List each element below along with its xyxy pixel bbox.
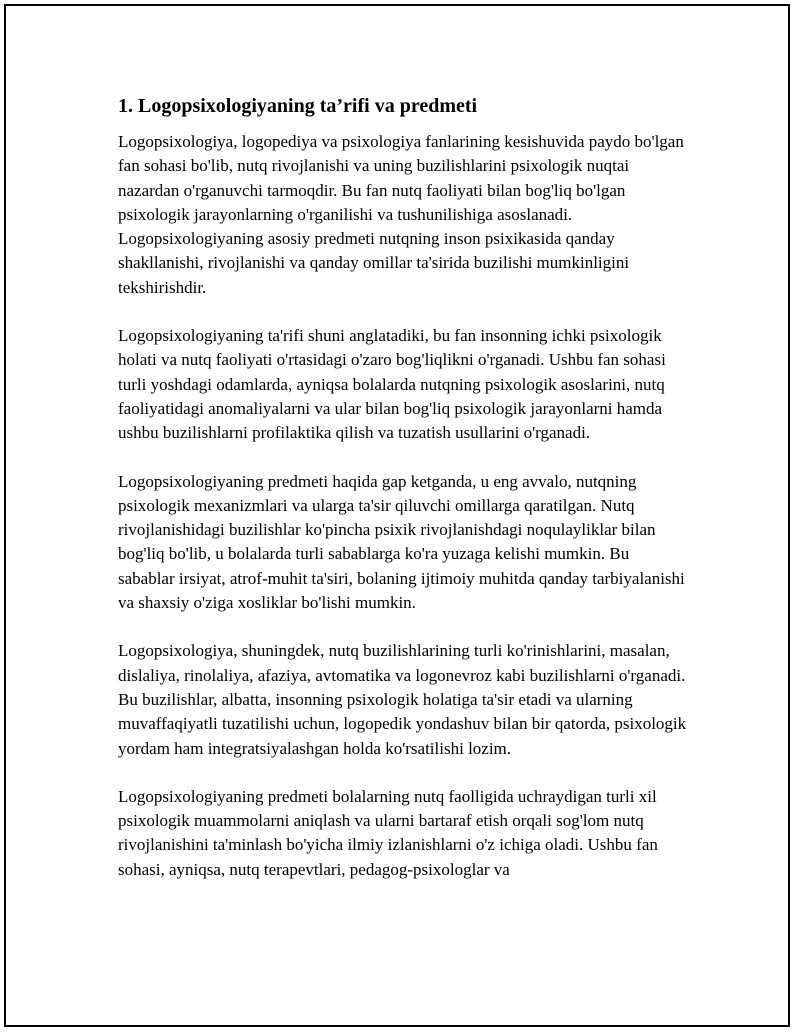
section-heading: 1. Logopsixologiyaning ta’rifi va predmeti <box>118 95 478 117</box>
paragraph-2: Logopsixologiyaning ta'rifi shuni anglatadiki, bu fan insonning ichki psixologik holati va nutq faoliyati o'rtasidagi o'zaro bog'liqlikni o'rganadi. Ushbu fan sohasi turli yoshdagi odamlarda, ayniqsa bolalarda nutqning psixologik asoslarini, nutq faoliyatidagi anomaliyalarni va ular bilan bog'liq psixologik jarayonlarni hamda ushbu buzilishlarni profilaktika qilish va tuzatish usullarini o'rganadi. <box>118 326 666 443</box>
paragraph-4: Logopsixologiya, shuningdek, nutq buzilishlarining turli ko'rinishlarini, masalan, dislaliya, rinolaliya, afaziya, avtomatika va logonevroz kabi buzilishlarni o'rganadi. Bu buzilishlar, albatta, insonning psixologik holatiga ta'sir etadi va ularning muvaffaqiyatli tuzatilishi uchun, logopedik yondashuv bilan bir qatorda, psixologik yordam ham integratsiyalashgan holda ko'rsatilishi lozim. <box>118 641 687 758</box>
document-body <box>118 92 690 906</box>
paragraph-5: Logopsixologiyaning predmeti bolalarning nutq faolligida uchraydigan turli xil psixologik muammolarni aniqlash va ularni bartaraf etish orqali sog'lom nutq rivojlanishini ta'minlash bo'yicha ilmiy izlanishlarni o'z ichiga oladi. Ushbu fan sohasi, ayniqsa, nutq terapevtlari, pedagog-psixologlar va <box>118 786 658 879</box>
paragraph-1: Logopsixologiya, logopediya va psixologiya fanlarining kesishuvida paydo bo'lgan fan sohasi bo'lib, nutq rivojlanishi va uning buzilishlarini psixologik nuqtai nazardan o'rganuvchi tarmoqdir. Bu fan nutq faoliyati bilan bog'liq bo'lgan psixologik jarayonlarning o'rganilishi va tushunilishiga asoslanadi. Logopsixologiyaning asosiy predmeti nutqning inson psixikasida qanday shakllanishi, rivojlanishi va qanday omillar ta'sirida buzilishi mumkinligini tekshirishdir. <box>118 132 684 297</box>
paragraph-3: Logopsixologiyaning predmeti haqida gap ketganda, u eng avvalo, nutqning psixologik mexanizmlari va ularga ta'sir qiluvchi omillarga qaratilgan. Nutq rivojlanishidagi buzilishlar ko'pincha psixik rivojlanishdagi noqulayliklar bilan bog'liq bo'lib, u bolalarda turli sabablarga ko'ra yuzaga kelishi mumkin. Bu sabablar irsiyat, atrof-muhit ta'siri, bolaning ijtimoiy muhitda qanday tarbiyalanishi va shaxsiy o'ziga xosliklar bo'lishi mumkin. <box>118 471 685 613</box>
